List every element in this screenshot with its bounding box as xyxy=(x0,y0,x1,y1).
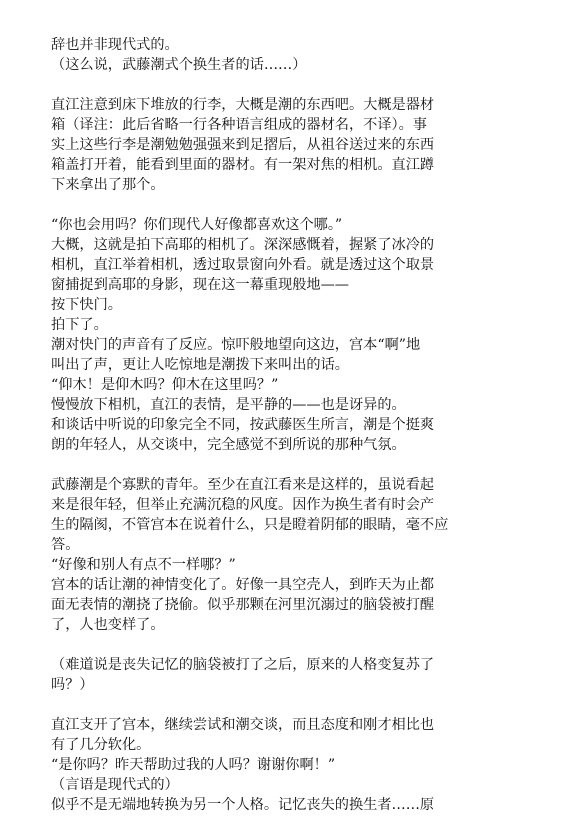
text-line: 吗？） xyxy=(51,677,94,693)
text-line: 潮对快门的声音有了反应。惊吓般地望向这边，宫本“啊”地 xyxy=(51,337,421,353)
paragraph xyxy=(51,215,551,455)
text-line: 答。 xyxy=(51,537,80,553)
text-line: 相机，直江举着相机，透过取景窗向外看。就是透过这个取景 xyxy=(51,257,435,273)
paragraph xyxy=(51,95,551,195)
text-line: 宫本的话让潮的神情变化了。好像一具空壳人，到昨天为止都 xyxy=(51,577,435,593)
text-line: 叫出了声，更让人吃惊地是潮拨下来叫出的话。 xyxy=(51,357,349,373)
text-line: 直江注意到床下堆放的行李，大概是潮的东西吧。大概是器材 xyxy=(51,97,435,113)
text-line: 面无表情的潮挠了挠偷。似乎那颗在河里沉溺过的脑袋被打醒 xyxy=(51,597,435,613)
text-line: 慢慢放下相机，直江的表情，是平静的——也是讶异的。 xyxy=(51,397,406,413)
text-line: 朗的年轻人，从交谈中，完全感觉不到所说的那种气氛。 xyxy=(51,437,406,453)
paragraph-gap xyxy=(51,635,551,655)
text-line: 来是很年轻，但举止充满沉稳的风度。因作为换生者有时会产 xyxy=(51,497,435,513)
text-line: 箱（译注：此后省略一行各种语言组成的器材名，不译）。事 xyxy=(51,117,427,133)
paragraph xyxy=(51,35,551,75)
document-page xyxy=(51,35,551,815)
paragraph-gap xyxy=(51,695,551,715)
text-line: “好像和别人有点不一样哪？” xyxy=(51,557,236,573)
paragraph xyxy=(51,475,551,635)
text-line: 箱盖打开着，能看到里面的器材。有一架对焦的相机。直江蹲 xyxy=(51,157,435,173)
paragraph-gap xyxy=(51,75,551,95)
text-line: 大概，这就是拍下高耶的相机了。深深感慨着，握紧了冰冷的 xyxy=(51,237,435,253)
text-line: “你也会用吗？你们现代人好像都喜欢这个哪。” xyxy=(51,217,343,233)
text-line: 了，人也变样了。 xyxy=(51,617,165,633)
text-line: 似乎不是无端地转换为另一个人格。记忆丧失的换生者……原 xyxy=(51,797,435,813)
text-line: 武藤潮是个寡默的青年。至少在直江看来是这样的，虽说看起 xyxy=(51,477,435,493)
text-line: 有了几分软化。 xyxy=(51,737,151,753)
paragraph xyxy=(51,715,551,815)
text-line: 实上这些行李是潮勉勉强强来到足摺后，从祖谷送过来的东西 xyxy=(51,137,435,153)
text-line: 按下快门。 xyxy=(51,297,122,313)
text-line: “是你吗？昨天帮助过我的人吗？谢谢你啊！” xyxy=(51,757,336,773)
paragraph xyxy=(51,655,551,695)
paragraph-gap xyxy=(51,195,551,215)
text-line: 生的隔阂，不管宫本在说着什么，只是瞪着阴郁的眼睛，毫不应 xyxy=(51,517,449,533)
text-line: 辞也并非现代式的。 xyxy=(51,37,179,53)
text-line: （这么说，武藤潮式个换生者的话……） xyxy=(51,57,307,73)
text-line: （难道说是丧失记忆的脑袋被打了之后，原来的人格变复苏了 xyxy=(51,657,435,673)
text-line: （言语是现代式的） xyxy=(51,777,179,793)
text-line: “仰木！是仰木吗？仰木在这里吗？” xyxy=(51,377,279,393)
text-line: 直江支开了宫本，继续尝试和潮交谈，而且态度和刚才相比也 xyxy=(51,717,435,733)
paragraph-gap xyxy=(51,455,551,475)
text-line: 下来拿出了那个。 xyxy=(51,177,165,193)
text-line: 窗捕捉到高耶的身影，现在这一幕重现般地—— xyxy=(51,277,349,293)
text-line: 和谈话中听说的印象完全不同，按武藤医生所言，潮是个挺爽 xyxy=(51,417,435,433)
text-line: 拍下了。 xyxy=(51,317,108,333)
